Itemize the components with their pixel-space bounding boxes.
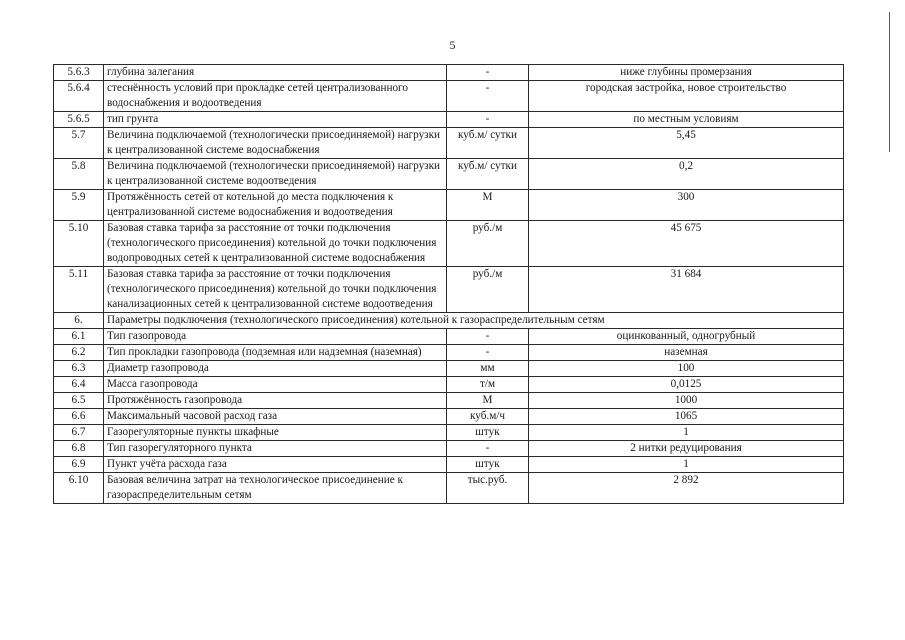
row-unit: штук (447, 425, 529, 441)
section-title: Параметры подключения (технологического присоединения) котельной к газораспределительным сетям (104, 313, 844, 329)
row-name: Величина подключаемой (технологически присоединяемой) нагрузки к централизованной системе водоотведения (104, 159, 447, 190)
table-row (54, 329, 844, 345)
row-value: 45 675 (529, 221, 844, 267)
row-number: 5.6.5 (54, 112, 104, 128)
row-unit: - (447, 65, 529, 81)
row-number: 6.7 (54, 425, 104, 441)
row-value: наземная (529, 345, 844, 361)
row-unit: М (447, 190, 529, 221)
section-row (54, 313, 844, 329)
row-number: 5.6.3 (54, 65, 104, 81)
row-value: 31 684 (529, 267, 844, 313)
row-name: Протяжённость сетей от котельной до места подключения к централизованной системе водоснабжения и водоотведения (104, 190, 447, 221)
row-number: 5.7 (54, 128, 104, 159)
row-value: 1 (529, 457, 844, 473)
row-unit: куб.м/ сутки (447, 159, 529, 190)
table-row (54, 112, 844, 128)
row-number: 6.4 (54, 377, 104, 393)
row-name: Базовая величина затрат на технологическое присоединение к газораспределительным сетям (104, 473, 447, 504)
row-value: 1065 (529, 409, 844, 425)
row-name: Тип газорегуляторного пункта (104, 441, 447, 457)
table-row (54, 159, 844, 190)
row-value: 2 нитки редуцирования (529, 441, 844, 457)
section-number: 6. (54, 313, 104, 329)
row-name: Масса газопровода (104, 377, 447, 393)
row-name: Пункт учёта расхода газа (104, 457, 447, 473)
row-name: глубина залегания (104, 65, 447, 81)
row-unit: - (447, 81, 529, 112)
table-row (54, 345, 844, 361)
row-value: 100 (529, 361, 844, 377)
row-name: Тип газопровода (104, 329, 447, 345)
table-row (54, 128, 844, 159)
row-name: тип грунта (104, 112, 447, 128)
row-number: 5.11 (54, 267, 104, 313)
row-number: 5.9 (54, 190, 104, 221)
row-number: 6.3 (54, 361, 104, 377)
row-number: 6.6 (54, 409, 104, 425)
row-unit: куб.м/ч (447, 409, 529, 425)
row-value: 300 (529, 190, 844, 221)
row-unit: руб./м (447, 221, 529, 267)
table-row (54, 65, 844, 81)
row-value: 2 892 (529, 473, 844, 504)
table-row (54, 377, 844, 393)
row-unit: - (447, 112, 529, 128)
row-value: по местным условиям (529, 112, 844, 128)
row-number: 6.9 (54, 457, 104, 473)
row-name: Тип прокладки газопровода (подземная или надземная (наземная) (104, 345, 447, 361)
row-number: 5.10 (54, 221, 104, 267)
row-unit: М (447, 393, 529, 409)
table-row (54, 190, 844, 221)
parameters-table (53, 64, 844, 504)
row-number: 6.5 (54, 393, 104, 409)
table-row (54, 361, 844, 377)
row-number: 6.10 (54, 473, 104, 504)
row-name: Максимальный часовой расход газа (104, 409, 447, 425)
row-number: 5.6.4 (54, 81, 104, 112)
table-row (54, 425, 844, 441)
page-number: 5 (449, 38, 456, 52)
row-unit: - (447, 329, 529, 345)
row-number: 6.1 (54, 329, 104, 345)
row-value: городская застройка, новое строительство (529, 81, 844, 112)
table-row (54, 81, 844, 112)
row-unit: т/м (447, 377, 529, 393)
row-name: Газорегуляторные пункты шкафные (104, 425, 447, 441)
row-value: 0,2 (529, 159, 844, 190)
row-number: 6.8 (54, 441, 104, 457)
row-number: 5.8 (54, 159, 104, 190)
table-row (54, 221, 844, 267)
row-unit: тыс.руб. (447, 473, 529, 504)
row-value: 0,0125 (529, 377, 844, 393)
table-row (54, 441, 844, 457)
row-name: Величина подключаемой (технологически присоединяемой) нагрузки к централизованной системе водоснабжения (104, 128, 447, 159)
row-name: Базовая ставка тарифа за расстояние от точки подключения (технологического присоединения) котельной до точки подключения водопроводных сетей к централизованной системе водоснабжения (104, 221, 447, 267)
row-unit: руб./м (447, 267, 529, 313)
table-row (54, 409, 844, 425)
row-value: оцинкованный, одногрубный (529, 329, 844, 345)
row-name: Протяжённость газопровода (104, 393, 447, 409)
table-row (54, 267, 844, 313)
row-unit: мм (447, 361, 529, 377)
row-value: 1 (529, 425, 844, 441)
table-row (54, 457, 844, 473)
row-name: Диаметр газопровода (104, 361, 447, 377)
table-row (54, 473, 844, 504)
row-unit: штук (447, 457, 529, 473)
row-value: ниже глубины промерзания (529, 65, 844, 81)
row-unit: - (447, 441, 529, 457)
row-unit: - (447, 345, 529, 361)
row-name: Базовая ставка тарифа за расстояние от точки подключения (технологического присоединения) котельной до точки подключения канализационных сетей к централизованной системе водоотведения (104, 267, 447, 313)
row-value: 5,45 (529, 128, 844, 159)
table-row (54, 393, 844, 409)
row-unit: куб.м/ сутки (447, 128, 529, 159)
row-number: 6.2 (54, 345, 104, 361)
scan-edge-line (889, 12, 890, 152)
row-value: 1000 (529, 393, 844, 409)
row-name: стеснённость условий при прокладке сетей централизованного водоснабжения и водоотведения (104, 81, 447, 112)
